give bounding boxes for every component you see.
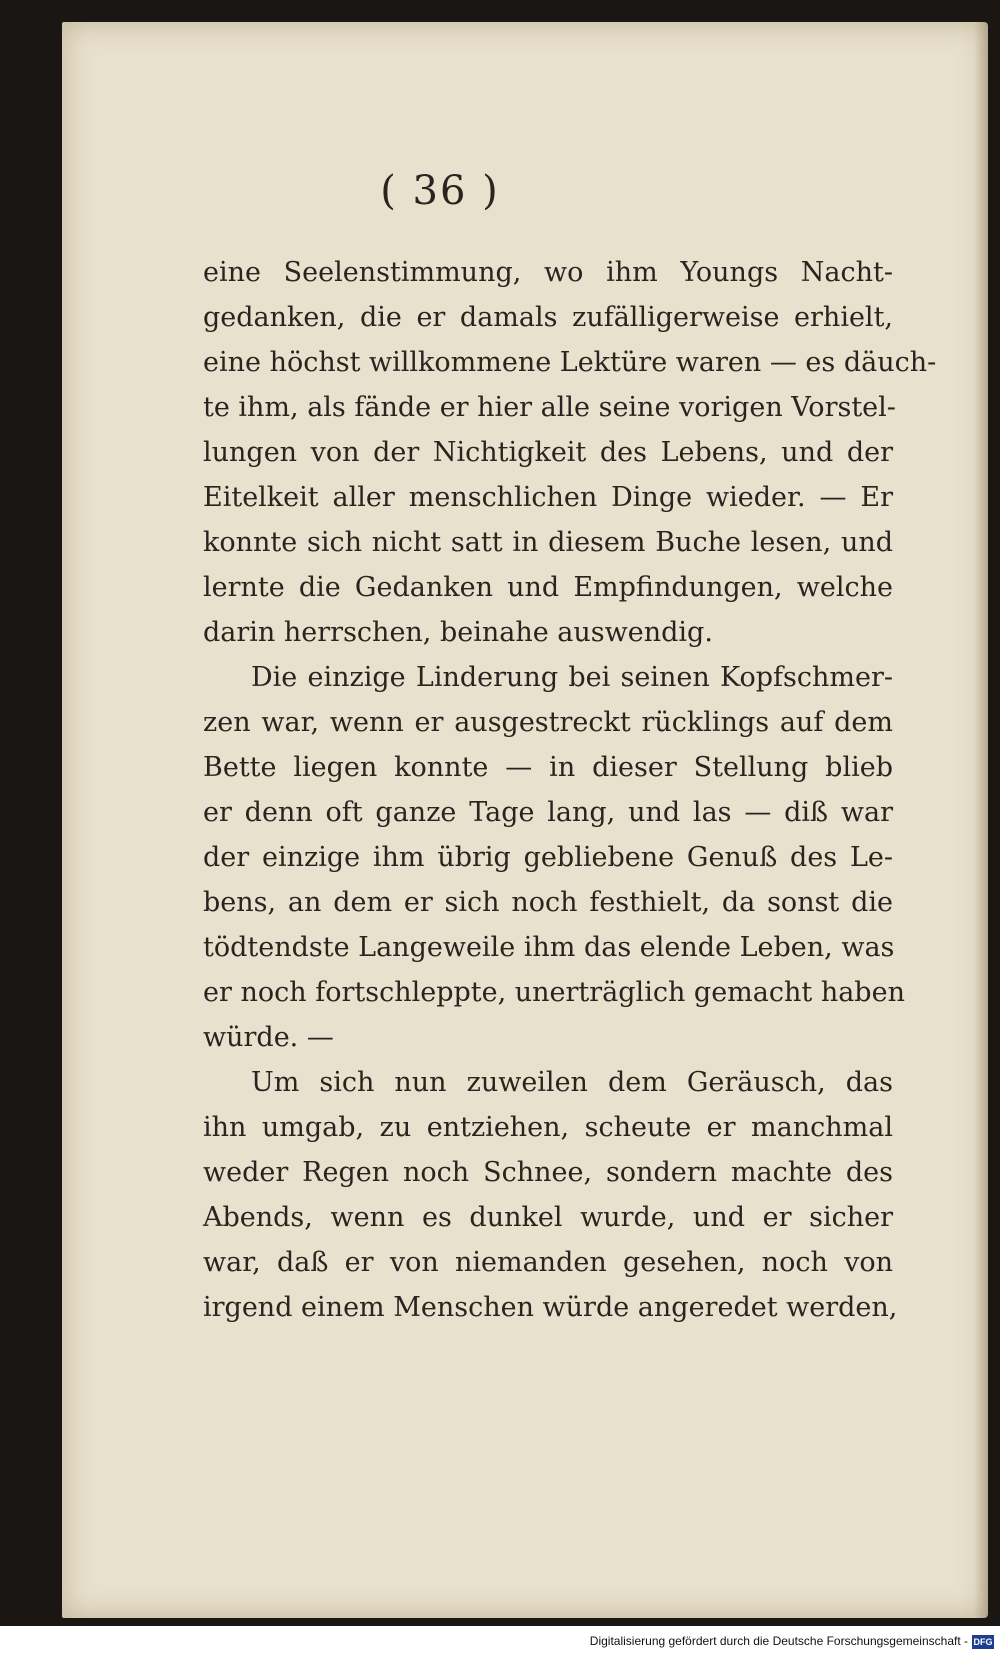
text-line: darin herrschen, beinahe auswendig. [203,617,713,648]
text-line: irgend einem Menschen würde angeredet werden, [203,1292,898,1323]
page-edge-shadow [974,22,988,1618]
text-line: gedanken, die er damals zufälligerweise erhielt, [203,302,893,333]
text-line: tödtendste Langeweile ihm das elende Leben, was [203,932,895,963]
text-line: Bette liegen konnte — in dieser Stellung blieb [203,752,893,783]
text-line: eine Seelenstimmung, wo ihm Youngs Nacht- [203,257,893,288]
text-line: Eitelkeit aller menschlichen Dinge wieder. — Er [203,482,893,513]
text-line: lungen von der Nichtigkeit des Lebens, und der [203,437,893,468]
text-line: Die einzige Linderung bei seinen Kopfschmer- [251,662,893,693]
text-line: lernte die Gedanken und Empfindungen, welche [203,572,893,603]
text-line: Um sich nun zuweilen dem Geräusch, das [251,1067,893,1098]
text-line: eine höchst willkommene Lektüre waren — es däuch- [203,347,937,378]
text-line: würde. — [203,1022,334,1053]
text-line: war, daß er von niemanden gesehen, noch von [203,1247,893,1278]
digitization-footer [0,1626,1000,1656]
text-line: der einzige ihm übrig gebliebene Genuß des Le- [203,842,893,873]
text-line: weder Regen noch Schnee, sondern machte des [203,1157,893,1188]
page-number: ( 36 ) [380,168,500,214]
dfg-logo-icon: DFG [973,1637,993,1647]
funding-credit: Digitalisierung gefördert durch die Deutsche Forschungsgemeinschaft - [589,1634,968,1648]
text-line: zen war, wenn er ausgestreckt rücklings auf dem [203,707,893,738]
text-line: er denn oft ganze Tage lang, und las — diß war [203,797,893,828]
text-line: te ihm, als fände er hier alle seine vorigen Vorstel- [203,392,896,423]
text-line: konnte sich nicht satt in diesem Buche lesen, und [203,527,893,558]
text-line: ihn umgab, zu entziehen, scheute er manchmal [203,1112,893,1143]
text-line: Abends, wenn es dunkel wurde, und er sicher [203,1202,893,1233]
text-line: er noch fortschleppte, unerträglich gemacht haben [203,977,905,1008]
text-line: bens, an dem er sich noch festhielt, da sonst die [203,887,893,918]
body-text [203,250,937,1330]
